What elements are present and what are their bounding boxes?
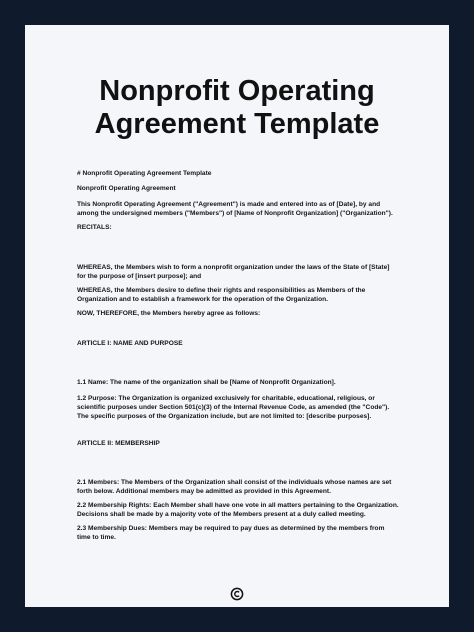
intro-paragraph: This Nonprofit Operating Agreement ("Agreement") is made and entered into as of [Date], by and among the undersigned members ("Members") of [Name of Nonprofit Organization] ("Organization").	[77, 201, 393, 217]
section-2-1: 2.1 Members: The Members of the Organization shall consist of the individuals whose names are set forth below. Additional members may be admitted as provided in this Agreement.	[77, 479, 392, 495]
document-title	[25, 75, 449, 141]
whereas-paragraph-1: WHEREAS, the Members wish to form a nonprofit organization under the laws of the State of [State] for the purpose of [insert purpose]; and	[77, 264, 390, 280]
whereas-paragraph-2: WHEREAS, the Members desire to define their rights and responsibilities as Members of the Organization and to establish a framework for the operation of the Organization.	[77, 287, 366, 303]
article-1-heading: ARTICLE I: NAME AND PURPOSE	[77, 340, 183, 347]
copyright-icon	[230, 587, 244, 601]
now-therefore-paragraph: NOW, THEREFORE, the Members hereby agree as follows:	[77, 310, 261, 317]
section-1-1: 1.1 Name: The name of the organization shall be [Name of Nonprofit Organization].	[77, 379, 336, 386]
title-line-2: Agreement Template	[94, 108, 380, 140]
section-2-3: 2.3 Membership Dues: Members may be required to pay dues as determined by the members from time to time.	[77, 525, 385, 541]
title-line-1: Nonprofit Operating	[99, 75, 375, 107]
article-2-heading: ARTICLE II: MEMBERSHIP	[77, 440, 160, 447]
section-1-2: 1.2 Purpose: The Organization is organized exclusively for charitable, educational, religious, or scientific purposes under Section 501(c)(3) of the Internal Revenue Code, as amended (the "Code"). The specific purposes of the Organization include, but are not limited to: [describe purposes].	[77, 395, 390, 420]
document-page	[25, 25, 449, 607]
section-2-2: 2.2 Membership Rights: Each Member shall have one vote in all matters pertaining to the Organization. Decisions shall be made by a majority vote of the Members present at a duly called meeting.	[77, 502, 399, 518]
recitals-heading: RECITALS:	[77, 224, 112, 231]
doc-subtitle: Nonprofit Operating Agreement	[77, 185, 176, 192]
heading-markdown-title: # Nonprofit Operating Agreement Template	[77, 170, 212, 177]
